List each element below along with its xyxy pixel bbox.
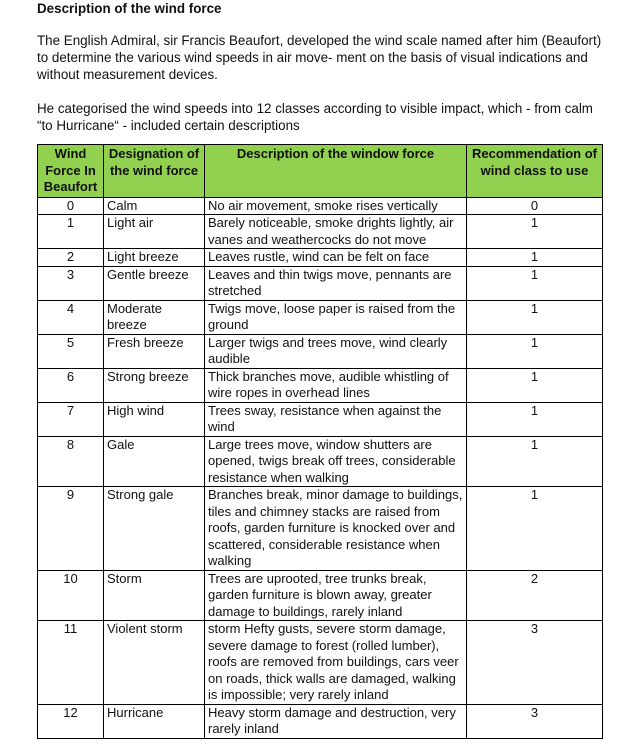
cell-description: Barely noticeable, smoke drights lightly, air vanes and weathercocks do not move — [205, 215, 467, 249]
cell-designation: Light breeze — [104, 249, 205, 267]
cell-wind-force: 5 — [38, 334, 104, 368]
header-designation: Designation of the wind force — [104, 145, 205, 198]
cell-wind-force: 11 — [38, 621, 104, 705]
cell-description: No air movement, smoke rises vertically — [205, 197, 467, 215]
document — [37, 0, 602, 736]
cell-recommended-class: 1 — [467, 266, 603, 300]
cell-description: Large trees move, window shutters are opened, twigs break off trees, considerable resistance when walking — [205, 436, 467, 487]
cell-designation: Calm — [104, 197, 205, 215]
table-row — [38, 704, 603, 738]
cell-designation: High wind — [104, 402, 205, 436]
cell-description: storm Hefty gusts, severe storm damage, severe damage to forest (rolled lumber), roofs are removed from buildings, cars veer on roads, thick walls are damaged, walking is impossible; very rarely inland — [205, 621, 467, 705]
cell-designation: Gentle breeze — [104, 266, 205, 300]
beaufort-table — [37, 144, 603, 739]
cell-wind-force: 1 — [38, 215, 104, 249]
intro-paragraph-2: He categorised the wind speeds into 12 classes according to visible impact, which - from calm “to Hurricane“ - included certain descriptions — [37, 101, 593, 133]
cell-description: Twigs move, loose paper is raised from the ground — [205, 300, 467, 334]
cell-recommended-class: 1 — [467, 436, 603, 487]
cell-wind-force: 9 — [38, 487, 104, 571]
table-row — [38, 621, 603, 705]
table-row — [38, 334, 603, 368]
cell-recommended-class: 3 — [467, 704, 603, 738]
table-row — [38, 487, 603, 571]
cell-designation: Storm — [104, 570, 205, 621]
table-row — [38, 215, 603, 249]
cell-recommended-class: 1 — [467, 300, 603, 334]
table-row — [38, 402, 603, 436]
cell-recommended-class: 1 — [467, 368, 603, 402]
cell-description: Branches break, minor damage to buildings, tiles and chimney stacks are raised from roofs, garden furniture is knocked over and scattered, considerable resistance when walking — [205, 487, 467, 571]
table-row — [38, 197, 603, 215]
cell-wind-force: 2 — [38, 249, 104, 267]
cell-designation: Violent storm — [104, 621, 205, 705]
cell-wind-force: 6 — [38, 368, 104, 402]
intro-paragraph-1: The English Admiral, sir Francis Beaufort, developed the wind scale named after him (Beaufort) to determine the various wind speeds in air move- ment on the basis of visual indications and without measurement devices. — [37, 33, 602, 82]
cell-designation: Gale — [104, 436, 205, 487]
cell-designation: Strong gale — [104, 487, 205, 571]
document-title: Description of the wind force — [37, 1, 222, 16]
cell-description: Trees sway, resistance when against the wind — [205, 402, 467, 436]
cell-designation: Fresh breeze — [104, 334, 205, 368]
cell-designation: Moderate breeze — [104, 300, 205, 334]
table-body — [38, 197, 603, 738]
cell-wind-force: 12 — [38, 704, 104, 738]
cell-wind-force: 8 — [38, 436, 104, 487]
cell-recommended-class: 1 — [467, 249, 603, 267]
header-recommendation: Recommendation of wind class to use — [467, 145, 603, 198]
cell-description: Leaves and thin twigs move, pennants are stretched — [205, 266, 467, 300]
table-row — [38, 300, 603, 334]
cell-designation: Hurricane — [104, 704, 205, 738]
cell-recommended-class: 2 — [467, 570, 603, 621]
cell-wind-force: 7 — [38, 402, 104, 436]
cell-wind-force: 3 — [38, 266, 104, 300]
table-row — [38, 249, 603, 267]
header-wind-force: Wind Force In Beaufort — [38, 145, 104, 198]
cell-description: Leaves rustle, wind can be felt on face — [205, 249, 467, 267]
table-row — [38, 266, 603, 300]
cell-designation: Light air — [104, 215, 205, 249]
table-row — [38, 570, 603, 621]
cell-recommended-class: 1 — [467, 487, 603, 571]
cell-description: Thick branches move, audible whistling of wire ropes in overhead lines — [205, 368, 467, 402]
cell-description: Larger twigs and trees move, wind clearly audible — [205, 334, 467, 368]
cell-recommended-class: 1 — [467, 334, 603, 368]
table-row — [38, 436, 603, 487]
table-header-row — [38, 145, 603, 198]
cell-recommended-class: 0 — [467, 197, 603, 215]
cell-description: Heavy storm damage and destruction, very rarely inland — [205, 704, 467, 738]
cell-description: Trees are uprooted, tree trunks break, garden furniture is blown away, greater damage to buildings, rarely inland — [205, 570, 467, 621]
cell-wind-force: 10 — [38, 570, 104, 621]
cell-wind-force: 4 — [38, 300, 104, 334]
cell-designation: Strong breeze — [104, 368, 205, 402]
cell-recommended-class: 1 — [467, 402, 603, 436]
table-row — [38, 368, 603, 402]
cell-recommended-class: 1 — [467, 215, 603, 249]
cell-recommended-class: 3 — [467, 621, 603, 705]
cell-wind-force: 0 — [38, 197, 104, 215]
header-description: Description of the window force — [205, 145, 467, 198]
